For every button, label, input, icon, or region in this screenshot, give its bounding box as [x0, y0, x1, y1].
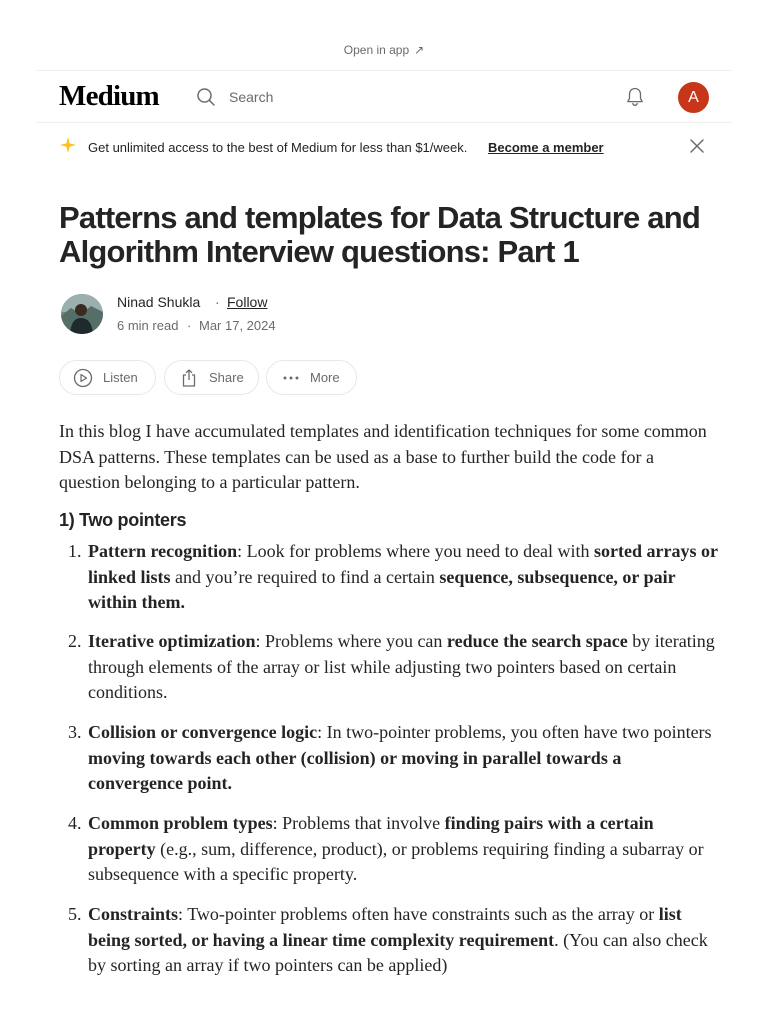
site-header	[0, 72, 768, 122]
open-in-app-label: Open in app	[343, 43, 410, 57]
listen-button[interactable]	[59, 360, 156, 395]
item-text: (e.g., sum, difference, product), or problems requiring finding a subarray or subsequence with a specific property.	[88, 838, 704, 884]
list-item	[68, 539, 718, 616]
list-number: 5.	[68, 904, 82, 924]
list-item	[68, 629, 718, 706]
item-text: : Problems where you can	[255, 631, 447, 651]
item-text: by iterating through elements of the array or list while adjusting two pointers based on certain conditions.	[88, 631, 715, 702]
separator-dot: ·	[215, 294, 220, 310]
become-member-link[interactable]: Become a member	[488, 140, 604, 155]
top-divider	[36, 70, 732, 71]
open-in-app-link[interactable]	[0, 43, 768, 57]
item-text: and you’re required to find a certain	[170, 566, 440, 587]
author-name[interactable]: Ninad Shukla	[117, 294, 201, 310]
notifications-bell-icon[interactable]	[623, 85, 647, 109]
sparkle-icon	[59, 136, 77, 154]
item-text-bold: sequence, subsequence, or pair within them.	[88, 566, 676, 612]
banner-text: Get unlimited access to the best of Medium for less than $1/week.	[88, 140, 468, 155]
play-icon	[73, 368, 93, 388]
listen-label: Listen	[103, 370, 138, 385]
item-text: : Problems that involve	[272, 813, 445, 833]
item-text: . (You can also check by sorting an array if two pointers can be applied)	[88, 929, 708, 975]
separator-dot: ·	[187, 318, 192, 333]
item-text: : In two-pointer problems, you often have two pointers	[317, 722, 712, 742]
share-button[interactable]	[164, 360, 259, 395]
read-time: 6 min read	[117, 318, 179, 333]
close-icon[interactable]	[688, 137, 706, 155]
search-icon[interactable]	[196, 87, 216, 107]
article-title: Patterns and templates for Data Structure and Algorithm Interview questions: Part 1	[59, 200, 700, 269]
item-text-bold: Iterative optimization	[88, 631, 256, 651]
list-item	[68, 720, 718, 797]
follow-link[interactable]: Follow	[227, 294, 268, 310]
intro-paragraph: In this blog I have accumulated templates and identification techniques for some common DSA patterns. These templates can be used as a base to further build the code for a question belonging to a particular pattern.	[59, 421, 707, 492]
list-item	[68, 811, 718, 888]
publish-date: Mar 17, 2024	[199, 318, 276, 333]
item-text-bold: list being sorted, or having a linear time complexity requirement	[88, 904, 682, 950]
share-label: Share	[209, 370, 244, 385]
arrow-up-right-icon: ↗	[414, 43, 425, 57]
item-text-bold: finding pairs with a certain property	[88, 813, 654, 859]
search-input[interactable]: Search	[229, 89, 274, 105]
item-text-bold: moving towards each other (collision) or moving in parallel towards a convergence point.	[88, 747, 622, 793]
item-text: : Two-pointer problems often have constraints such as the array or	[178, 904, 659, 924]
list-number: 2.	[68, 631, 82, 651]
item-text-bold: Pattern recognition	[88, 541, 238, 561]
medium-logo[interactable]: Medium	[59, 80, 159, 112]
list-number: 4.	[68, 813, 82, 833]
list-item	[68, 902, 718, 979]
share-icon	[179, 368, 199, 388]
item-text-bold: Collision or convergence logic	[88, 722, 318, 742]
more-dots-icon	[282, 368, 300, 388]
user-avatar[interactable]: A	[678, 82, 709, 113]
more-button[interactable]	[266, 360, 357, 395]
item-text: : Look for problems where you need to deal with	[237, 541, 595, 561]
section-heading: 1) Two pointers	[59, 510, 187, 530]
item-text-bold: Constraints	[88, 904, 179, 924]
membership-banner	[0, 136, 768, 160]
item-text-bold: sorted arrays or linked lists	[88, 541, 718, 587]
header-divider	[36, 122, 732, 123]
list-number: 3.	[68, 722, 82, 742]
item-text-bold: Common problem types	[88, 813, 273, 833]
more-label: More	[310, 370, 340, 385]
author-avatar[interactable]	[61, 294, 103, 334]
item-text-bold: reduce the search space	[446, 631, 628, 651]
list-number: 1.	[68, 541, 82, 561]
